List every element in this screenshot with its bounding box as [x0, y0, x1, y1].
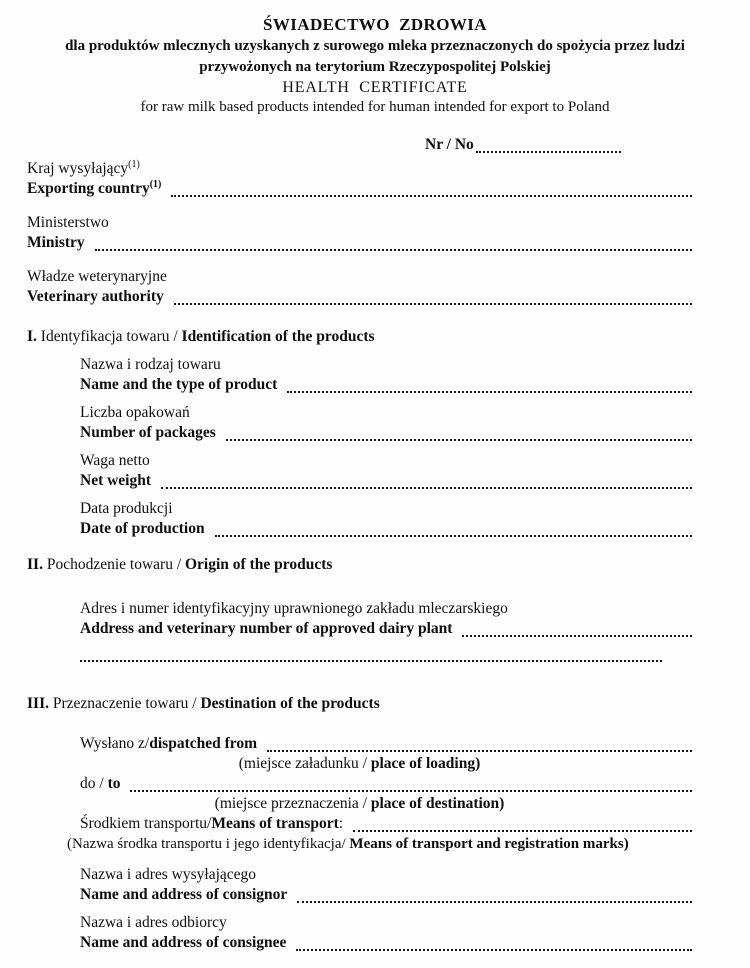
dispatched-from-entry-line: [267, 747, 692, 752]
section-3-heading-pl: Przeznaczenie towaru /: [48, 695, 201, 712]
field-consignee-en-row: [80, 933, 692, 953]
consignor-entry-line: [297, 898, 692, 903]
means-of-transport-entry-line: [353, 827, 692, 832]
field-exporting-country-en-label: Exporting country$^{(1)}$: [27, 178, 162, 197]
field-product-name-type: [80, 355, 692, 395]
field-dispatched-from: [80, 734, 692, 754]
field-exporting-country: [27, 159, 692, 199]
to-entry-line: [130, 787, 692, 792]
place-of-destination-caption: (miejsce przeznaczenia / place of destination): [214, 795, 505, 812]
field-consignor-pl-label: Nazwa i adres wysyłającego: [80, 866, 257, 883]
field-consignor-en-label: Name and address of consignor: [80, 886, 288, 903]
field-to-label: do / to: [80, 775, 121, 792]
section-3-heading-en: Destination of the products: [200, 695, 380, 712]
field-ministry-pl-label: Ministerstwo: [27, 214, 109, 231]
section-1-heading-en: Identification of the products: [181, 328, 375, 345]
field-number-of-packages-en-label: Number of packages: [80, 424, 216, 441]
section-2-number: II.: [27, 556, 43, 573]
section-3-heading: [27, 694, 692, 714]
field-product-name-type-pl-label: Nazwa i rodzaj towaru: [80, 356, 221, 373]
section-1-heading-pl: Identyfikacja towaru /: [36, 328, 182, 345]
field-product-name-type-en-label: Name and the type of product: [80, 376, 278, 393]
footnote-ref-1: (1): [128, 158, 140, 170]
means-of-transport-caption: (Nazwa środka transportu i jego identyfikacja/ Means of transport and registration marks): [67, 836, 629, 852]
title-pl-line1: ŚWIADECTWO ZDROWIA: [263, 15, 487, 34]
field-net-weight: [80, 451, 692, 491]
title-en-line1: HEALTH CERTIFICATE: [282, 79, 468, 96]
field-net-weight-pl-label: Waga netto: [80, 452, 150, 469]
production-date-entry-line: [215, 532, 692, 537]
field-product-name-type-en-row: [80, 375, 692, 395]
field-dairy-plant-en-label: Address and veterinary number of approved dairy plant: [80, 620, 453, 637]
field-dispatched-from-label: Wysłano z/dispatched from: [80, 735, 258, 752]
field-dairy-plant-en-row: [80, 619, 692, 639]
certificate-number-label: Nr / No: [425, 136, 474, 153]
field-production-date-en-row: [80, 519, 692, 539]
field-veterinary-authority-pl-label: Władze weterynaryjne: [27, 268, 167, 285]
net-weight-entry-line: [161, 484, 692, 489]
field-production-date-pl-label: Data produkcji: [80, 500, 173, 517]
field-production-date-en-label: Date of production: [80, 520, 205, 537]
field-consignee: [80, 913, 692, 953]
certificate-number-row: [425, 135, 621, 155]
document-title: [27, 14, 723, 117]
field-veterinary-authority: [27, 267, 692, 307]
section-1-number: I.: [27, 328, 37, 345]
field-consignor: [80, 865, 692, 905]
field-consignee-en-label: Name and address of consignee: [80, 934, 287, 951]
field-veterinary-authority-en-row: [27, 287, 692, 307]
field-ministry: [27, 213, 692, 253]
section-1-fields: [80, 355, 692, 539]
title-pl-line3: przywożonych na terytorium Rzeczypospolitej Polskiej: [199, 59, 551, 75]
field-veterinary-authority-en-label: Veterinary authority: [27, 288, 164, 305]
field-means-of-transport: [80, 814, 692, 834]
field-number-of-packages: [80, 403, 692, 443]
section-2-heading-pl: Pochodzenie towaru /: [42, 556, 185, 573]
field-number-of-packages-pl-label: Liczba opakowań: [80, 404, 190, 421]
title-pl-line2: dla produktów mlecznych uzyskanych z surowego mleka przeznaczonych do spożycia przez ludzi: [65, 38, 685, 54]
certificate-number-entry-line: [476, 148, 621, 153]
field-consignee-pl-label: Nazwa i adres odbiorcy: [80, 914, 227, 931]
field-exporting-country-pl: [27, 159, 692, 179]
field-exporting-country-pl-label: Kraj wysyłający: [27, 160, 129, 177]
ministry-entry-line: [95, 246, 692, 251]
product-name-type-entry-line: [287, 388, 692, 393]
field-exporting-country-en-row: [27, 179, 692, 199]
field-ministry-en-label: Ministry: [27, 234, 85, 251]
section-1-heading: [27, 327, 692, 347]
field-net-weight-en-label: Net weight: [80, 472, 152, 489]
consignee-entry-line: [296, 946, 692, 951]
dairy-plant-entry-line: [462, 632, 692, 637]
section-2-heading-en: Origin of the products: [185, 556, 333, 573]
title-en-line2: for raw milk based products intended for human intended for export to Poland: [140, 99, 610, 115]
dairy-plant-continuation-entry-line: [80, 657, 662, 662]
field-net-weight-en-row: [80, 471, 692, 491]
field-production-date: [80, 499, 692, 539]
section-3-rows: [27, 734, 692, 953]
place-of-loading-caption: (miejsce załadunku / place of loading): [238, 755, 481, 772]
field-number-of-packages-en-row: [80, 423, 692, 443]
field-dairy-plant-pl-label: Adres i numer identyfikacyjny uprawnionego zakładu mleczarskiego: [80, 600, 508, 617]
field-to: [80, 774, 692, 794]
field-consignor-en-row: [80, 885, 692, 905]
section-3-number: III.: [27, 695, 49, 712]
veterinary-authority-entry-line: [174, 300, 692, 305]
field-means-of-transport-label: Środkiem transportu/Means of transport:: [80, 815, 344, 832]
number-of-packages-entry-line: [226, 436, 692, 441]
field-dairy-plant: [80, 599, 692, 639]
exporting-country-entry-line: [171, 192, 692, 197]
field-ministry-en-row: [27, 233, 692, 253]
section-2-heading: [27, 555, 692, 575]
footnote-ref-1: (1): [149, 178, 162, 190]
